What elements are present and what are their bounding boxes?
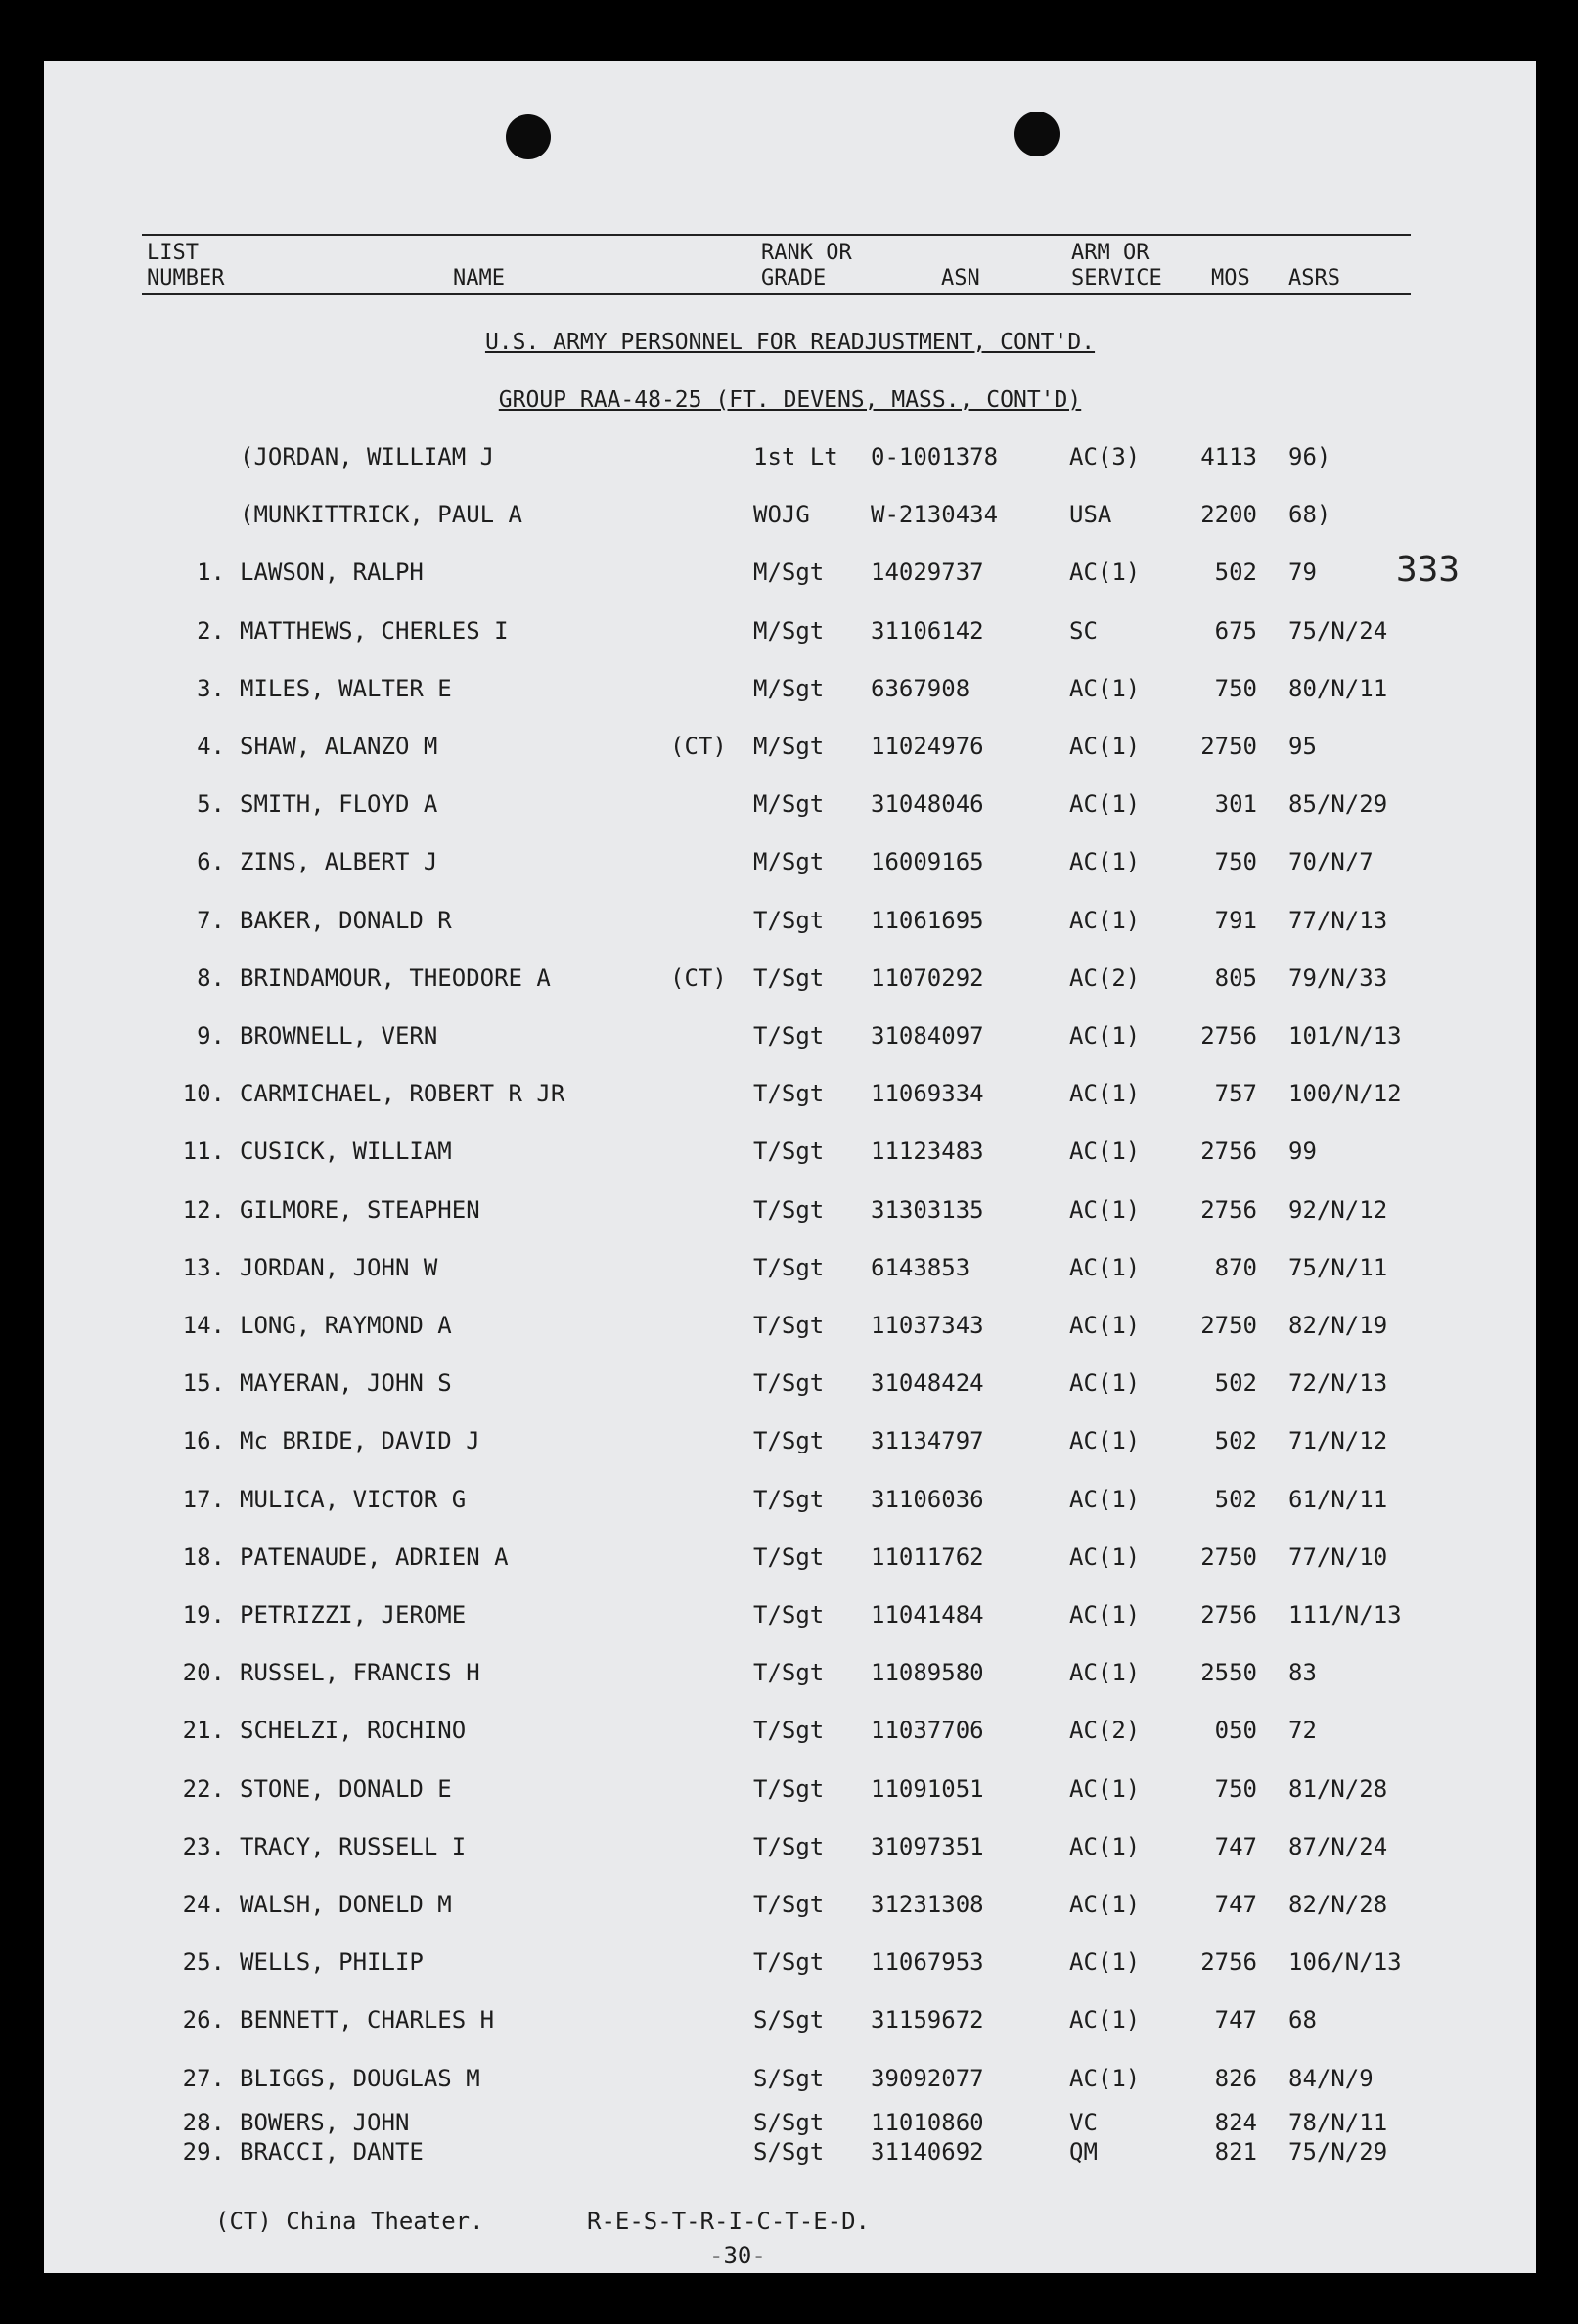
arm-service: USA [1069, 501, 1112, 529]
rank-grade: S/Sgt [753, 2064, 825, 2092]
mos: 675 [1214, 616, 1257, 645]
rank-grade: M/Sgt [753, 559, 825, 587]
mos: 747 [1214, 1832, 1257, 1860]
person-name: WELLS, PHILIP [240, 1948, 424, 1977]
arm-service: AC(1) [1069, 674, 1141, 702]
person-name: JORDAN, JOHN W [240, 1253, 438, 1281]
mos: 870 [1214, 1253, 1257, 1281]
rank-grade: M/Sgt [753, 733, 825, 760]
asn: 11089580 [871, 1659, 984, 1687]
person-name: TRACY, RUSSELL I [240, 1832, 467, 1860]
mos: 502 [1214, 1369, 1257, 1398]
rank-grade: T/Sgt [753, 1080, 825, 1108]
header-top-rule [142, 234, 1411, 236]
header-asrs: ASRS [1288, 266, 1340, 290]
rank-grade: T/Sgt [753, 1485, 825, 1513]
asrs: 68 [1288, 2006, 1317, 2034]
arm-service: AC(1) [1069, 1891, 1141, 1918]
asrs: 101/N/13 [1288, 1022, 1402, 1050]
list-number: 15. [182, 1369, 225, 1398]
asn: 16009165 [871, 848, 984, 876]
list-number: 25. [182, 1948, 225, 1977]
arm-service: AC(1) [1069, 2064, 1141, 2092]
footer-legend: (CT) China Theater. [215, 2208, 484, 2235]
rank-grade: T/Sgt [753, 1253, 825, 1281]
arm-service: AC(1) [1069, 1485, 1141, 1513]
arm-service: AC(1) [1069, 1022, 1141, 1050]
arm-service: AC(1) [1069, 2006, 1141, 2034]
person-name: BRINDAMOUR, THEODORE A [240, 963, 551, 992]
asn: 11041484 [871, 1601, 984, 1629]
person-name: LONG, RAYMOND A [240, 1312, 452, 1339]
rank-grade: T/Sgt [753, 1427, 825, 1455]
rank-grade: T/Sgt [753, 1891, 825, 1918]
asrs: 71/N/12 [1288, 1427, 1388, 1455]
asn: 31140692 [871, 2138, 984, 2166]
person-name: PETRIZZI, JEROME [240, 1601, 467, 1629]
asn: 31231308 [871, 1891, 984, 1918]
rank-grade: T/Sgt [753, 1832, 825, 1860]
list-number: 21. [182, 1717, 225, 1745]
asn: 11024976 [871, 733, 984, 760]
asrs: 82/N/19 [1288, 1312, 1388, 1339]
asn: 31134797 [871, 1427, 984, 1455]
mos: 2200 [1200, 501, 1257, 529]
list-number: 27. [182, 2064, 225, 2092]
arm-service: AC(1) [1069, 733, 1141, 760]
mos: 4113 [1200, 443, 1257, 470]
rank-grade: M/Sgt [753, 616, 825, 645]
asn: 39092077 [871, 2064, 984, 2092]
asn: 31159672 [871, 2006, 984, 2034]
mos: 2756 [1200, 1022, 1257, 1050]
list-number: 11. [182, 1138, 225, 1166]
asrs: 95 [1288, 733, 1317, 760]
list-number: 13. [182, 1253, 225, 1281]
mos: 2756 [1200, 1601, 1257, 1629]
asrs: 68) [1288, 501, 1331, 529]
mos: 2756 [1200, 1948, 1257, 1977]
rank-grade: T/Sgt [753, 906, 825, 934]
list-number: 6. [197, 848, 225, 876]
mos: 750 [1214, 1774, 1257, 1803]
asrs: 75/N/11 [1288, 1253, 1388, 1281]
person-name: CARMICHAEL, ROBERT R JR [240, 1080, 565, 1108]
person-name: SMITH, FLOYD A [240, 790, 438, 819]
arm-service: AC(1) [1069, 1601, 1141, 1629]
person-name: STONE, DONALD E [240, 1774, 452, 1803]
list-number: 5. [197, 790, 225, 819]
asn: 11123483 [871, 1138, 984, 1166]
asrs: 84/N/9 [1288, 2064, 1374, 2092]
mos: 791 [1214, 906, 1257, 934]
mos: 821 [1214, 2138, 1257, 2166]
asrs: 106/N/13 [1288, 1948, 1402, 1977]
punch-hole [506, 114, 551, 159]
rank-grade: T/Sgt [753, 1542, 825, 1571]
rank-grade: T/Sgt [753, 1948, 825, 1977]
arm-service: SC [1069, 616, 1098, 645]
mos: 2750 [1200, 1542, 1257, 1571]
asrs: 81/N/28 [1288, 1774, 1388, 1803]
rank-grade: M/Sgt [753, 674, 825, 702]
asn: 11037343 [871, 1312, 984, 1339]
person-name: LAWSON, RALPH [240, 559, 424, 587]
person-name: MAYERAN, JOHN S [240, 1369, 452, 1398]
list-number: 22. [182, 1774, 225, 1803]
asrs: 75/N/24 [1288, 616, 1388, 645]
asn: 31097351 [871, 1832, 984, 1860]
rank-grade: M/Sgt [753, 848, 825, 876]
mos: 757 [1214, 1080, 1257, 1108]
asn: 11091051 [871, 1774, 984, 1803]
header-mos: MOS [1211, 266, 1250, 290]
list-number: 2. [197, 616, 225, 645]
asrs: 75/N/29 [1288, 2138, 1388, 2166]
list-number: 14. [182, 1312, 225, 1339]
header-bottom-rule [142, 293, 1411, 295]
asn: 11010860 [871, 2109, 984, 2136]
mos: 2756 [1200, 1138, 1257, 1166]
mos: 750 [1214, 848, 1257, 876]
list-number: 12. [182, 1195, 225, 1224]
arm-service: AC(1) [1069, 906, 1141, 934]
rank-grade: T/Sgt [753, 1369, 825, 1398]
restricted-stamp: R-E-S-T-R-I-C-T-E-D. [587, 2208, 870, 2235]
arm-service: AC(1) [1069, 1253, 1141, 1281]
rank-grade: S/Sgt [753, 2138, 825, 2166]
person-name: (MUNKITTRICK, PAUL A [240, 501, 522, 529]
arm-service: AC(2) [1069, 963, 1141, 992]
person-name: BAKER, DONALD R [240, 906, 452, 934]
asrs: 83 [1288, 1659, 1317, 1687]
list-number: 24. [182, 1891, 225, 1918]
list-number: 29. [182, 2138, 225, 2166]
person-name: SCHELZI, ROCHINO [240, 1717, 467, 1745]
group-title: GROUP RAA-48-25 (FT. DEVENS, MASS., CONT'D) [498, 387, 1082, 413]
asn: 11069334 [871, 1080, 984, 1108]
page-number: -30- [709, 2242, 766, 2269]
asn: W-2130434 [871, 501, 999, 529]
rank-grade: T/Sgt [753, 1717, 825, 1745]
asn: 31084097 [871, 1022, 984, 1050]
person-name: Mc BRIDE, DAVID J [240, 1427, 480, 1455]
arm-service: AC(3) [1069, 443, 1141, 470]
document-page [44, 61, 1536, 2273]
asrs: 92/N/12 [1288, 1195, 1388, 1224]
asrs: 99 [1288, 1138, 1317, 1166]
asrs: 72/N/13 [1288, 1369, 1388, 1398]
person-name: BENNETT, CHARLES H [240, 2006, 495, 2034]
mos: 826 [1214, 2064, 1257, 2092]
list-number: 1. [197, 559, 225, 587]
asn: 11061695 [871, 906, 984, 934]
list-number: 7. [197, 906, 225, 934]
mos: 2756 [1200, 1195, 1257, 1224]
header-list-number: LIST NUMBER [147, 241, 225, 290]
rank-grade: T/Sgt [753, 1022, 825, 1050]
asrs: 77/N/10 [1288, 1542, 1388, 1571]
list-number: 10. [182, 1080, 225, 1108]
asrs: 78/N/11 [1288, 2109, 1388, 2136]
list-number: 28. [182, 2109, 225, 2136]
mos: 502 [1214, 559, 1257, 587]
header-name: NAME [453, 266, 505, 290]
mos: 747 [1214, 2006, 1257, 2034]
mos: 2750 [1200, 1312, 1257, 1339]
person-name: GILMORE, STEAPHEN [240, 1195, 480, 1224]
rank-grade: WOJG [753, 501, 810, 529]
punch-hole [1014, 112, 1060, 156]
person-name: MILES, WALTER E [240, 674, 452, 702]
list-number: 20. [182, 1659, 225, 1687]
rank-grade: T/Sgt [753, 1774, 825, 1803]
arm-service: AC(1) [1069, 1427, 1141, 1455]
person-name: ZINS, ALBERT J [240, 848, 438, 876]
rank-grade: T/Sgt [753, 1312, 825, 1339]
rank-grade: T/Sgt [753, 1138, 825, 1166]
asn: 31106036 [871, 1485, 984, 1513]
list-number: 3. [197, 674, 225, 702]
asn: 11011762 [871, 1542, 984, 1571]
arm-service: AC(1) [1069, 1659, 1141, 1687]
person-name: MULICA, VICTOR G [240, 1485, 467, 1513]
rank-grade: T/Sgt [753, 1659, 825, 1687]
mos: 502 [1214, 1427, 1257, 1455]
list-number: 9. [197, 1022, 225, 1050]
person-name: WALSH, DONELD M [240, 1891, 452, 1918]
asn: 11067953 [871, 1948, 984, 1977]
asrs: 87/N/24 [1288, 1832, 1388, 1860]
person-name: BLIGGS, DOUGLAS M [240, 2064, 480, 2092]
mos: 747 [1214, 1891, 1257, 1918]
list-number: 17. [182, 1485, 225, 1513]
rank-grade: T/Sgt [753, 963, 825, 992]
mos: 2550 [1200, 1659, 1257, 1687]
asrs: 82/N/28 [1288, 1891, 1388, 1918]
asrs: 80/N/11 [1288, 674, 1388, 702]
mos: 2750 [1200, 733, 1257, 760]
arm-service: QM [1069, 2138, 1098, 2166]
asrs: 96) [1288, 443, 1331, 470]
asrs: 100/N/12 [1288, 1080, 1402, 1108]
asn: 6143853 [871, 1253, 970, 1281]
asn: 11070292 [871, 963, 984, 992]
ct-marker: (CT) [670, 733, 727, 760]
rank-grade: 1st Lt [753, 443, 838, 470]
mos: 805 [1214, 963, 1257, 992]
header-arm: ARM OR SERVICE [1071, 241, 1162, 290]
person-name: CUSICK, WILLIAM [240, 1138, 452, 1166]
arm-service: AC(1) [1069, 1542, 1141, 1571]
rank-grade: M/Sgt [753, 790, 825, 819]
list-number: 8. [197, 963, 225, 992]
person-name: SHAW, ALANZO M [240, 733, 438, 760]
arm-service: AC(1) [1069, 848, 1141, 876]
arm-service: AC(1) [1069, 790, 1141, 819]
list-number: 23. [182, 1832, 225, 1860]
asrs: 72 [1288, 1717, 1317, 1745]
arm-service: VC [1069, 2109, 1098, 2136]
asn: 31048424 [871, 1369, 984, 1398]
section-title: U.S. ARMY PERSONNEL FOR READJUSTMENT, CONT'D. [484, 330, 1096, 355]
arm-service: AC(2) [1069, 1717, 1141, 1745]
mos: 824 [1214, 2109, 1257, 2136]
mos: 502 [1214, 1485, 1257, 1513]
person-name: MATTHEWS, CHERLES I [240, 616, 509, 645]
rank-grade: T/Sgt [753, 1601, 825, 1629]
person-name: BROWNELL, VERN [240, 1022, 438, 1050]
arm-service: AC(1) [1069, 1832, 1141, 1860]
person-name: BRACCI, DANTE [240, 2138, 424, 2166]
arm-service: AC(1) [1069, 1369, 1141, 1398]
arm-service: AC(1) [1069, 1080, 1141, 1108]
asn: 6367908 [871, 674, 970, 702]
asn: 31106142 [871, 616, 984, 645]
asrs: 70/N/7 [1288, 848, 1374, 876]
asrs: 77/N/13 [1288, 906, 1388, 934]
header-rank: RANK OR GRADE [761, 241, 852, 290]
asrs: 79/N/33 [1288, 963, 1388, 992]
rank-grade: S/Sgt [753, 2109, 825, 2136]
asrs: 111/N/13 [1288, 1601, 1402, 1629]
rank-grade: S/Sgt [753, 2006, 825, 2034]
asn: 31303135 [871, 1195, 984, 1224]
person-name: RUSSEL, FRANCIS H [240, 1659, 480, 1687]
header-asn: ASN [941, 266, 980, 290]
arm-service: AC(1) [1069, 559, 1141, 587]
asrs: 61/N/11 [1288, 1485, 1388, 1513]
asn: 14029737 [871, 559, 984, 587]
arm-service: AC(1) [1069, 1312, 1141, 1339]
page-mark: 333 [1396, 550, 1461, 590]
asn: 0-1001378 [871, 443, 999, 470]
person-name: PATENAUDE, ADRIEN A [240, 1542, 509, 1571]
list-number: 4. [197, 733, 225, 760]
mos: 050 [1214, 1717, 1257, 1745]
asn: 11037706 [871, 1717, 984, 1745]
person-name: (JORDAN, WILLIAM J [240, 443, 495, 470]
list-number: 18. [182, 1542, 225, 1571]
mos: 301 [1214, 790, 1257, 819]
list-number: 16. [182, 1427, 225, 1455]
asrs: 85/N/29 [1288, 790, 1388, 819]
ct-marker: (CT) [670, 963, 727, 992]
arm-service: AC(1) [1069, 1774, 1141, 1803]
arm-service: AC(1) [1069, 1195, 1141, 1224]
asrs: 79 [1288, 559, 1317, 587]
rank-grade: T/Sgt [753, 1195, 825, 1224]
asn: 31048046 [871, 790, 984, 819]
arm-service: AC(1) [1069, 1138, 1141, 1166]
mos: 750 [1214, 674, 1257, 702]
arm-service: AC(1) [1069, 1948, 1141, 1977]
list-number: 19. [182, 1601, 225, 1629]
person-name: BOWERS, JOHN [240, 2109, 410, 2136]
list-number: 26. [182, 2006, 225, 2034]
